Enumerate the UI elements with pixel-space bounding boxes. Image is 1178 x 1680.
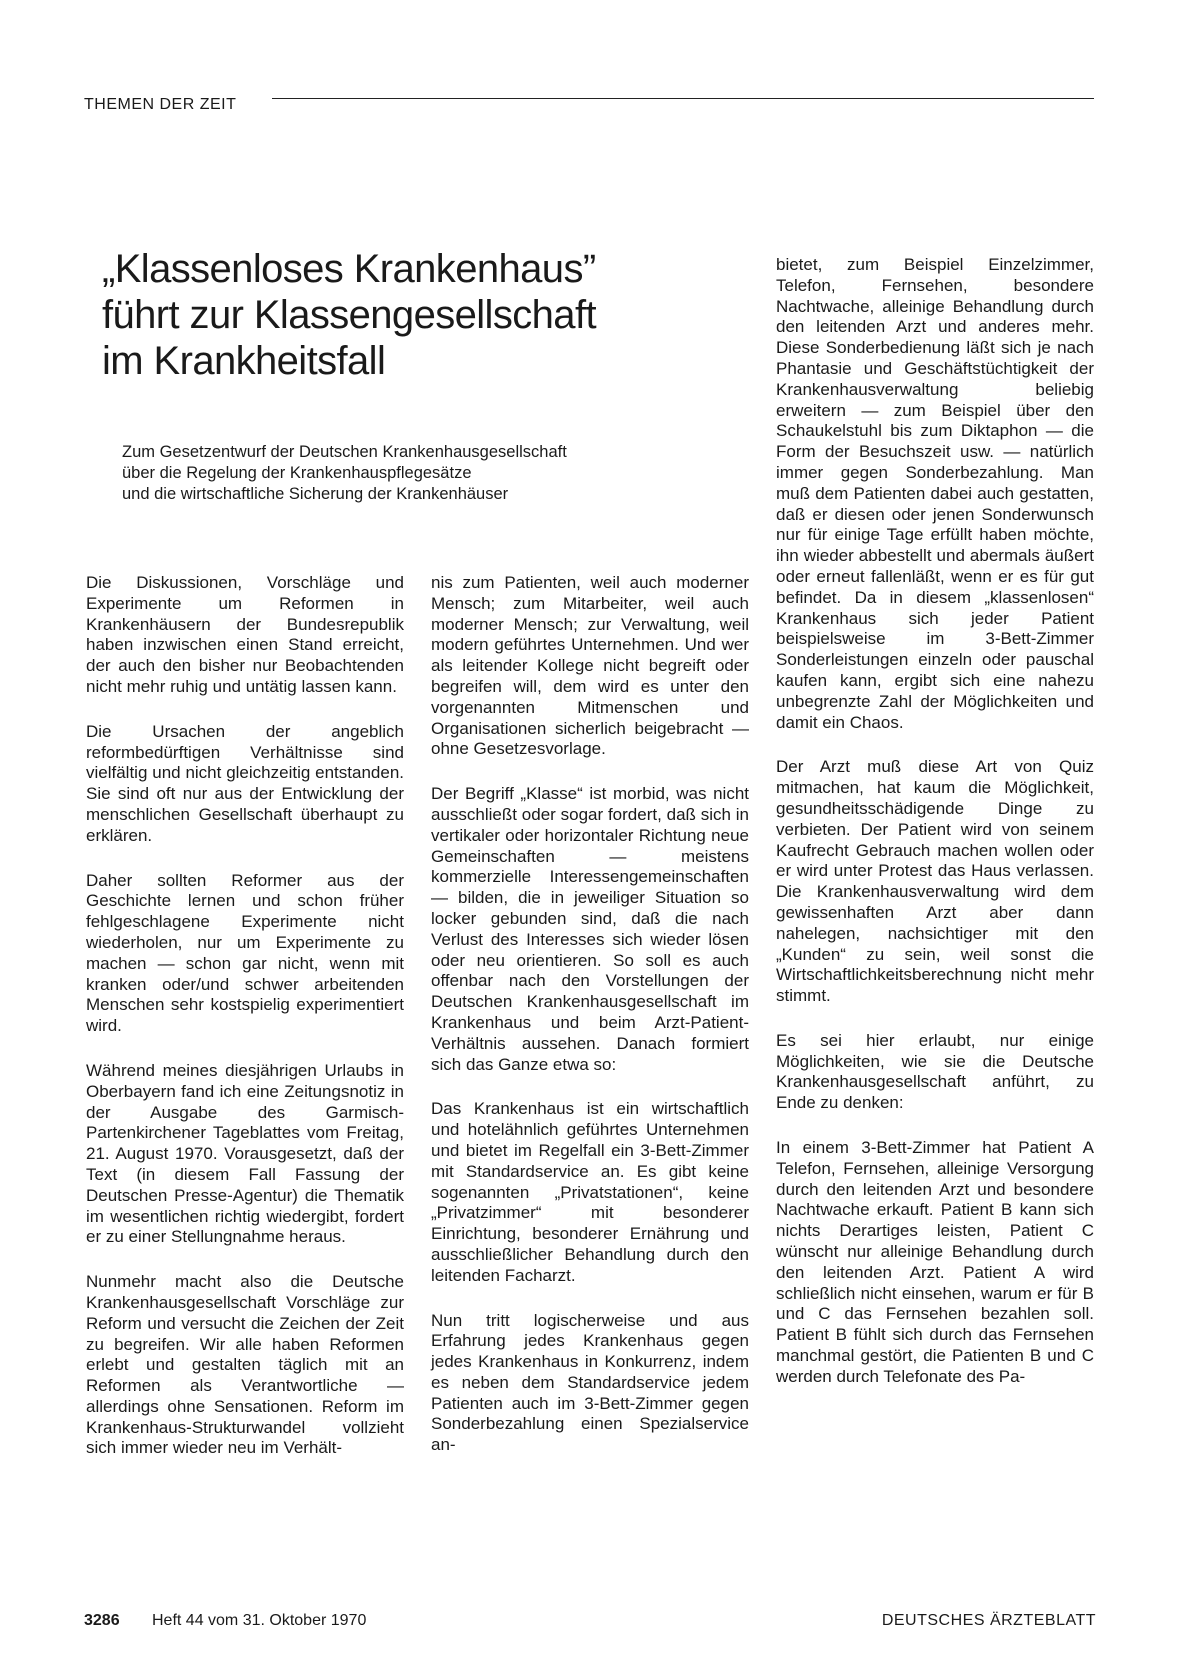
article-title (102, 246, 742, 384)
header-rule (272, 98, 1094, 99)
article-subtitle (122, 442, 682, 505)
paragraph: Das Krankenhaus ist ein wirtschaftlich und hotelähnlich geführtes Unternehmen und bietet im Regelfall ein 3-Bett-Zimmer mit Standardservice an. Es gibt keine sogenannten „Privatstationen“, keine „Privatzimmer“ mit besonderer Einrichtung, besonderer Ernährung und ausschließlicher Behandlung durch den leitenden Facharzt. (431, 1099, 749, 1285)
subtitle-line: und die wirtschaftliche Sicherung der Krankenhäuser (122, 485, 509, 503)
paragraph: nis zum Patienten, weil auch moderner Mensch; zum Mitarbeiter, weil auch moderner Mensch; zur Verwaltung, weil modern geführtes Unternehmen. Und wer als leitender Kollege nicht begreift oder begreifen will, dem wird es unter den vorgenannten Mitmenschen und Organisationen sicherlich beigebracht — ohne Gesetzesvorlage. (431, 573, 749, 759)
paragraph: Daher sollten Reformer aus der Geschichte lernen und schon früher fehlgeschlagene Experimente nicht wiederholen, nur um Experimente zu machen — schon gar nicht, wenn mit kranken oder/und schwer arbeitenden Menschen sehr kostspielig experimentiert wird. (86, 870, 404, 1036)
paragraph: Die Ursachen der angeblich reformbedürftigen Verhältnisse sind vielfältig und nicht gleichzeitig entstanden. Sie sind oft nur aus der Entwicklung der menschlichen Gesellschaft überhaupt zu erklären. (86, 721, 404, 845)
paragraph: Nunmehr macht also die Deutsche Krankenhausgesellschaft Vorschläge zur Reform und versucht die Zeichen der Zeit zu begreifen. Wir alle haben Reformen erlebt und gestalten täglich mit an Reformen als Verantwortliche — allerdings ohne Sensationen. Reform im Krankenhaus-Strukturwandel vollzieht sich immer wieder neu im Verhält- (86, 1272, 404, 1458)
paragraph: Es sei hier erlaubt, nur einige Möglichkeiten, wie sie die Deutsche Krankenhausgesellschaft anführt, zu Ende zu denken: (776, 1030, 1094, 1113)
paragraph: In einem 3-Bett-Zimmer hat Patient A Telefon, Fernsehen, alleinige Versorgung durch den leitenden Arzt und besondere Nachtwache erkauft. Patient B kann sich nichts Derartiges leisten, Patient C wünscht nur alleinige Behandlung durch den leitenden Arzt. Patient A wird schließlich nicht einsehen, warum er für B und C das Fernsehen bezahlen soll. Patient B fühlt sich durch das Fernsehen manchmal gestört, die Patienten B und C werden durch Telefonate des Pa- (776, 1138, 1094, 1386)
running-head: THEMEN DER ZEIT (84, 96, 237, 113)
text-column-2 (431, 573, 749, 1480)
subtitle-line: über die Regelung der Krankenhauspflegesätze (122, 464, 472, 482)
paragraph: Der Begriff „Klasse“ ist morbid, was nicht ausschließt oder sogar fordert, daß sich in vertikaler oder horizontaler Richtung neue Gemeinschaften — meistens kommerzielle Interessengemeinschaften — bilden, die in jeweiliger Situation so locker gebunden sind, daß die nach Verlust des Interesses sich wieder lösen oder neu orientieren. So soll es auch offenbar nach den Vorstellungen der Deutschen Krankenhausgesellschaft im Krankenhaus und beim Arzt-Patient-Verhältnis aussehen. Danach formiert sich das Ganze etwa so: (431, 784, 749, 1074)
title-line: führt zur Klassengesellschaft (102, 293, 596, 337)
text-column-3 (776, 255, 1094, 1412)
text-column-1 (86, 573, 404, 1483)
page-number: 3286 (84, 1612, 120, 1629)
paragraph: bietet, zum Beispiel Einzelzimmer, Telefon, Fernsehen, besondere Nachtwache, alleinige Behandlung durch den leitenden Arzt und anderes mehr. Diese Sonderbedienung läßt sich je nach Phantasie und Geschäftstüchtigkeit der Krankenhausverwaltung beliebig erweitern — zum Beispiel über den Schaukelstuhl bis zum Diktaphon — die Form der Besuchszeit usw. — natürlich immer gegen Sonderbezahlung. Man muß dem Patienten dabei auch gestatten, daß er diesen oder jenen Sonderwunsch nur für einige Tage erfüllt haben möchte, ihn wieder abbestellt und abermals äußert oder erneut fallenläßt, wenn er es für gut befindet. Da in diesem „klassenlosen“ Krankenhaus sich jeder Patient beispielsweise im 3-Bett-Zimmer Sonderleistungen einzeln oder pauschal kaufen kann, ergibt sich eine nahezu unbegrenzte Zahl der Möglichkeiten und damit ein Chaos. (776, 255, 1094, 732)
title-line: „Klassenloses Krankenhaus” (102, 247, 596, 291)
paragraph: Der Arzt muß diese Art von Quiz mitmachen, hat kaum die Möglichkeit, gesundheitsschädigende Dinge zu verbieten. Der Patient wird von seinem Kaufrecht Gebrauch machen wollen oder er wird unter Protest das Haus verlassen. Die Krankenhausverwaltung wird dem gewissenhaften Arzt aber dann nahelegen, nachsichtiger mit den „Kunden“ zu sein, weil sonst die Wirtschaftlichkeitsberechnung nicht mehr stimmt. (776, 757, 1094, 1006)
title-line: im Krankheitsfall (102, 339, 386, 383)
paragraph: Während meines diesjährigen Urlaubs in Oberbayern fand ich eine Zeitungsnotiz in der Ausgabe des Garmisch-Partenkirchener Tageblattes vom Freitag, 21. August 1970. Vorausgesetzt, daß der Text (in diesem Fall Fassung der Deutschen Presse-Agentur) die Thematik im wesentlichen richtig wiedergibt, fordert er zu einer Stellungnahme heraus. (86, 1060, 404, 1247)
subtitle-line: Zum Gesetzentwurf der Deutschen Krankenhausgesellschaft (122, 443, 567, 461)
paragraph: Die Diskussionen, Vorschläge und Experimente um Reformen in Krankenhäusern der Bundesrepublik haben inzwischen einen Stand erreicht, der auch den bisher nur Beobachtenden nicht mehr ruhig und untätig lassen kann. (86, 573, 404, 696)
issue-info: Heft 44 vom 31. Oktober 1970 (152, 1612, 367, 1629)
journal-name: DEUTSCHES ÄRZTEBLATT (881, 1612, 1096, 1629)
paragraph: Nun tritt logischerweise und aus Erfahrung jedes Krankenhaus gegen jedes Krankenhaus in Konkurrenz, indem es neben dem Standardservice jedem Patienten auch im 3-Bett-Zimmer gegen Sonderbezahlung einen Spezialservice an- (431, 1310, 749, 1455)
